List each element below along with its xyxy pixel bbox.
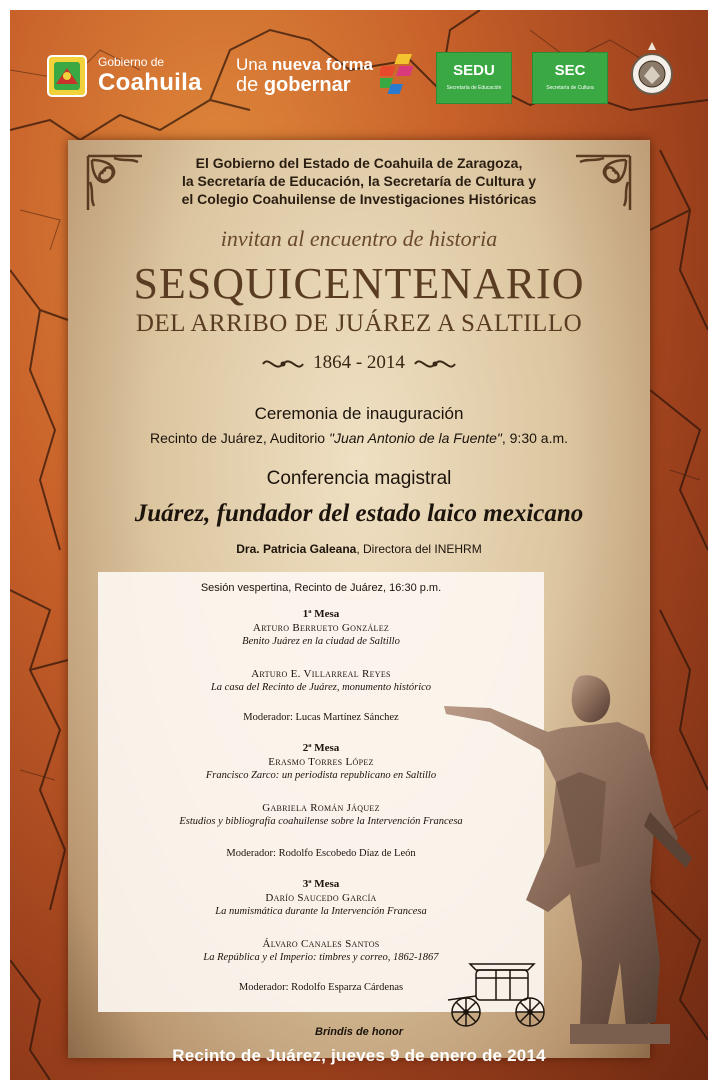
panelist-name: Arturo Berrueto González (252, 622, 390, 634)
intro-line: El Gobierno del Estado de Coahuila de Zaragoza, (195, 155, 523, 171)
talk-title: La casa del Recinto de Juárez, monumento histórico (210, 682, 432, 693)
place-c: , 9:30 a.m. (501, 430, 569, 446)
coahuila-big-text: Coahuila (98, 69, 202, 96)
sedu-badge (436, 52, 512, 104)
session-header: Sesión vespertina, Recinto de Juárez, 16:30 p.m. (200, 582, 442, 594)
place-a: Recinto de Juárez, Auditorio (149, 430, 329, 446)
gobierno-coahuila-logo (98, 56, 202, 97)
intro-line: el Colegio Coahuilense de Investigaciones Históricas (181, 191, 537, 207)
talk-title: La República y el Imperio: timbres y correo, 1862-1867 (203, 952, 439, 963)
ceremony-place (68, 430, 650, 446)
sedu-sub: Secretaría de Educación (446, 85, 502, 91)
poster (10, 10, 708, 1080)
panelist-name: Álvaro Canales Santos (262, 938, 380, 950)
moderator: Moderador: Rodolfo Esparza Cárdenas (238, 982, 404, 993)
colorful-squares-icon (380, 54, 430, 100)
talk-title: La numismática durante la Intervención Francesa (215, 906, 427, 917)
panelist-name: Darío Saucedo García (265, 892, 377, 904)
speaker-name: Dra. Patricia Galeana (236, 542, 357, 556)
state-seal-icon (630, 40, 674, 100)
swirl-ornament-icon (261, 355, 305, 373)
main-title: SESQUICENTENARIO (133, 259, 585, 308)
speaker-role: , Directora del INEHRM (356, 542, 482, 556)
slogan (236, 54, 373, 96)
sec-sub: Secretaría de Cultura (546, 85, 594, 91)
sec-badge (532, 52, 608, 104)
panelist-name: Erasmo Torres López (268, 756, 374, 768)
talk-title: Francisco Zarco: un periodista republicano en Saltillo (205, 770, 437, 781)
carriage-illustration (446, 960, 554, 1030)
conference-speaker (68, 542, 650, 556)
sedu-label: SEDU (453, 62, 495, 79)
moderator: Moderador: Lucas Martínez Sánchez (243, 712, 399, 723)
place-b: "Juan Antonio de la Fuente" (328, 430, 502, 446)
event-date-footer: Recinto de Juárez, jueves 9 de enero de 2014 (172, 1046, 546, 1065)
years-row (68, 352, 650, 374)
swirl-ornament-icon (413, 355, 457, 373)
coahuila-small-text: Gobierno de (98, 55, 165, 69)
invite-line: invitan al encuentro de historia (220, 226, 498, 251)
talk-title: Benito Juárez en la ciudad de Saltillo (242, 636, 400, 647)
intro-line: la Secretaría de Educación, la Secretaría de Cultura y (181, 173, 537, 189)
conference-heading: Conferencia magistral (266, 468, 452, 489)
slogan-line2-a: de (236, 74, 264, 96)
talk-title: Estudios y bibliografía coahuilense sobre la Intervención Francesa (179, 816, 463, 827)
mesa-label: 1ª Mesa (302, 608, 340, 620)
organizers-text (68, 154, 650, 208)
sub-title: DEL ARRIBO DE JUÁREZ A SALTILLO (135, 310, 583, 337)
conference-title: Juárez, fundador del estado laico mexicano (134, 500, 584, 527)
brindis: Brindis de honor (315, 1026, 403, 1038)
slogan-line2-b: gobernar (263, 74, 351, 96)
slogan-line1-b: nueva forma (271, 55, 374, 74)
ceremony-title: Ceremonia de inauguración (254, 404, 464, 423)
coahuila-shield-icon (46, 54, 88, 98)
mesa-label: 2ª Mesa (302, 742, 340, 754)
sec-label: SEC (554, 62, 586, 79)
moderator: Moderador: Rodolfo Escobedo Díaz de León (226, 848, 416, 859)
panelist-name: Gabriela Román Jáquez (262, 802, 380, 814)
years: 1864 - 2014 (313, 352, 405, 373)
panelist-name: Arturo E. Villarreal Reyes (251, 668, 391, 680)
header-logos (10, 10, 708, 140)
mesa-label: 3ª Mesa (302, 878, 340, 890)
slogan-line1-a: Una (236, 55, 272, 74)
